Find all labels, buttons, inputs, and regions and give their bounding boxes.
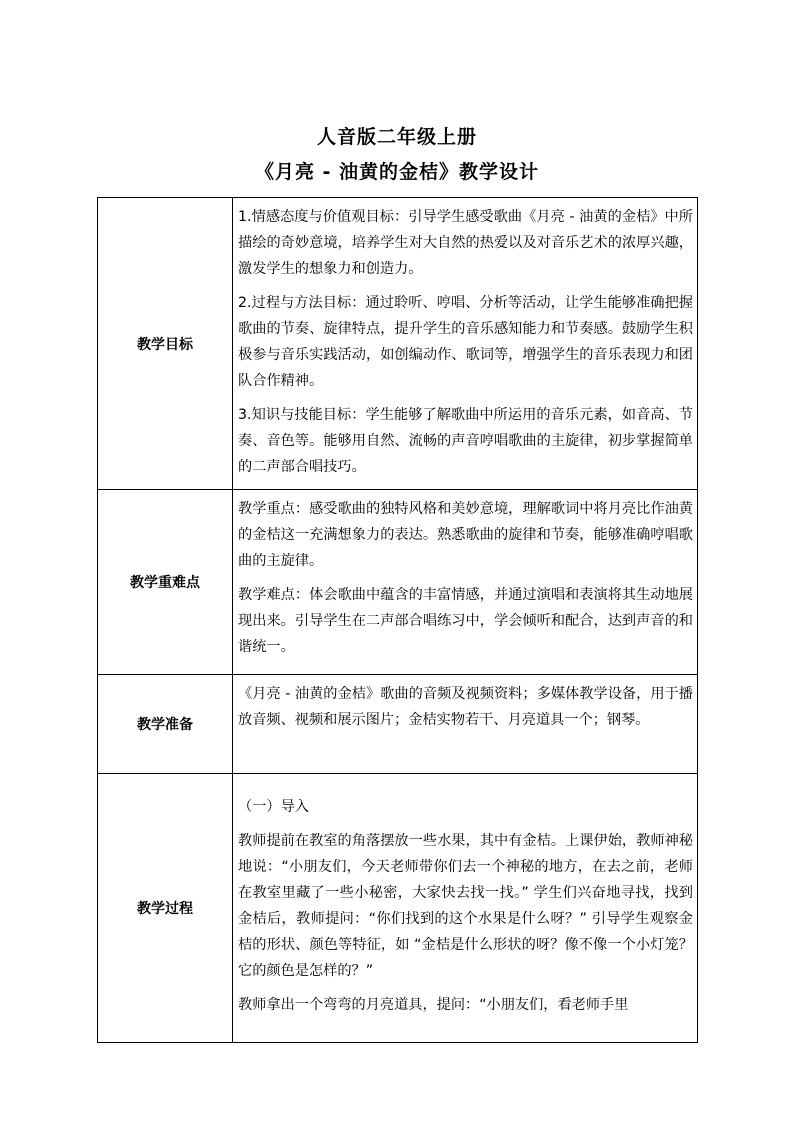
doc-title-line2: 《月亮 - 油黄的金桔》教学设计 bbox=[254, 161, 540, 183]
row-content-preparation bbox=[233, 675, 698, 774]
process-paragraph: 教师提前在教室的角落摆放一些水果，其中有金桔。上课伊始，教师神秘地说：“小朋友们，今天老师带你们去一个神秘的地方，在去之前，老师在教室里藏了一些小秘密，大家快去找一找。” 学生们兴奋地寻找，找到金桔后，教师提问：“你们找到的这个水果是什么呀？” 引导学生观察金桔的形状、颜色等特征，如 “金桔是什么形状的呀？像不像一个小灯笼？它的颜色是怎样的？” bbox=[238, 833, 693, 979]
process-section-heading: （一）导入 bbox=[238, 799, 309, 815]
row-label-process: 教学过程 bbox=[98, 774, 233, 1043]
row-content-key-points bbox=[233, 490, 698, 675]
lesson-plan-table bbox=[97, 197, 698, 1043]
difficulty-paragraph: 教学难点：体会歌曲中蕴含的丰富情感，并通过演唱和表演将其生动地展现出来。引导学生在二声部合唱练习中，学会倾听和配合，达到声音的和谐统一。 bbox=[238, 587, 693, 655]
table-row bbox=[98, 675, 698, 774]
preparation-paragraph: 《月亮 - 油黄的金桔》歌曲的音频及视频资料；多媒体教学设备，用于播放音频、视频和展示图片；金桔实物若干、月亮道具一个；钢琴。 bbox=[238, 686, 693, 728]
key-point-paragraph: 教学重点：感受歌曲的独特风格和美妙意境，理解歌词中将月亮比作油黄的金桔这一充满想象力的表达。熟悉歌曲的旋律和节奏，能够准确哼唱歌曲的主旋律。 bbox=[238, 501, 693, 569]
objective-paragraph: 1.情感态度与价值观目标：引导学生感受歌曲《月亮 - 油黄的金桔》中所描绘的奇妙意境，培养学生对大自然的热爱以及对音乐艺术的浓厚兴趣，激发学生的想象力和创造力。 bbox=[238, 209, 693, 277]
table-row bbox=[98, 490, 698, 675]
table-row bbox=[98, 198, 698, 490]
row-content-process bbox=[233, 774, 698, 1043]
objective-paragraph: 2.过程与方法目标：通过聆听、哼唱、分析等活动，让学生能够准确把握歌曲的节奏、旋律特点，提升学生的音乐感知能力和节奏感。鼓励学生积极参与音乐实践活动，如创编动作、歌词等，增强学生的音乐表现力和团队合作精神。 bbox=[238, 295, 693, 389]
process-paragraph: 教师拿出一个弯弯的月亮道具，提问：“小朋友们，看老师手里 bbox=[238, 997, 629, 1013]
row-content-objectives bbox=[233, 198, 698, 490]
table-row bbox=[98, 774, 698, 1043]
row-label-objectives: 教学目标 bbox=[98, 198, 233, 490]
row-label-key-points: 教学重难点 bbox=[98, 490, 233, 675]
doc-title-line1: 人音版二年级上册 bbox=[316, 126, 477, 148]
objective-paragraph: 3.知识与技能目标：学生能够了解歌曲中所运用的音乐元素，如音高、节奏、音色等。能够用自然、流畅的声音哼唱歌曲的主旋律，初步掌握简单的二声部合唱技巧。 bbox=[238, 407, 693, 475]
row-label-preparation: 教学准备 bbox=[98, 675, 233, 774]
